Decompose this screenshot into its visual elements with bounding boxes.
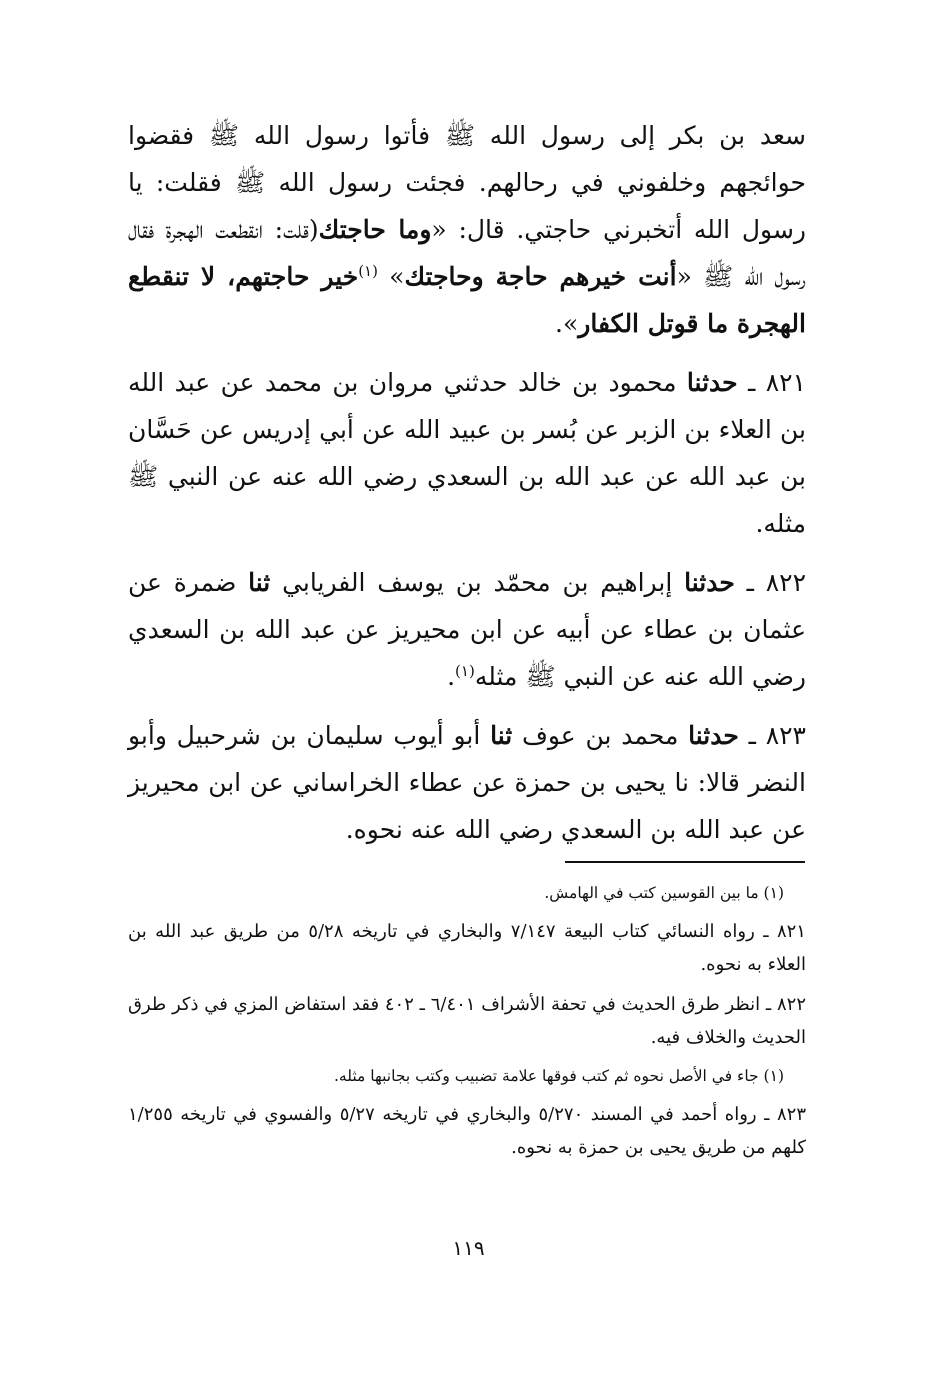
note-822: ٨٢٢ ـ انظر طرق الحديث في تحفة الأشراف ٦/٤٠١ ـ ٤٠٢ فقد استفاض المزي في ذكر طرق الحديث والخلاف فيه. xyxy=(128,994,806,1048)
main-text xyxy=(128,112,806,865)
hadith-821 xyxy=(128,359,806,547)
bold-quote: وما حاجتك xyxy=(318,215,432,244)
hadith-822 xyxy=(128,559,806,700)
footnotes xyxy=(128,878,806,1171)
footnote-marker: (١) xyxy=(455,662,475,680)
paragraph-continuation xyxy=(128,112,806,347)
isnad-text: محمد بن عوف xyxy=(512,721,689,750)
isnad-text: ضمرة عن عثمان بن عطاء عن أبيه عن ابن محيريز عن عبد الله بن السعدي رضي الله عنه عن النبي ﷺ مثله xyxy=(128,568,806,691)
narration-keyword: ثنا xyxy=(248,568,271,597)
hadith-number: ٨٢٣ ـ xyxy=(738,721,806,750)
text-run: (قلت: انقطعت الهجرة فقال رسول الله ﷺ « xyxy=(128,215,806,291)
isnad-text: إبراهيم بن محمّد بن يوسف الفريابي xyxy=(270,568,685,597)
note-823: ٨٢٣ ـ رواه أحمد في المسند ٥/٢٧٠ والبخاري في تاريخه ٥/٢٧ والفسوي في تاريخه ١/٢٥٥ كلهم من طريق يحيى بن حمزة به نحوه. xyxy=(128,1104,806,1158)
hadith-number: ٨٢٢ ـ xyxy=(734,568,807,597)
text-run: . xyxy=(447,662,456,691)
text-run: » xyxy=(377,262,405,291)
footnote-separator xyxy=(565,861,805,863)
footnote-marker: (١) xyxy=(358,262,378,280)
isnad-text: محمود بن خالد حدثني مروان بن محمد عن عبد الله بن العلاء بن الزبر عن بُسر بن عبيد الله عن أبي إدريس عن حَسَّان بن عبد الله عن عبد الله بن السعدي رضي الله عنه عن النبي ﷺ مثله. xyxy=(128,368,806,538)
hadith-number: ٨٢١ ـ xyxy=(737,368,806,397)
isnad-text: أبو أيوب سليمان بن شرحبيل وأبو النضر قالا: نا يحيى بن حمزة عن عطاء الخراساني عن ابن محيريز عن عبد الله بن السعدي رضي الله عنه نحوه. xyxy=(128,721,806,844)
text-run: سعد بن بكر إلى رسول الله ﷺ فأتوا رسول الله ﷺ فقضوا حوائجهم وخلفوني في رحالهم. فجئت رسول الله ﷺ فقلت: يا رسول الله أتخبرني حاجتي. قال: « xyxy=(128,121,806,244)
narration-keyword: حدثنا xyxy=(686,368,738,397)
footnote-2: (١) جاء في الأصل نحوه ثم كتب فوقها علامة تضبيب وكتب بجانبها مثله. xyxy=(333,1067,784,1085)
narration-keyword: ثنا xyxy=(490,721,513,750)
bold-quote: أنت خيرهم حاجة وحاجتك xyxy=(404,262,677,291)
footnote-1: (١) ما بين القوسين كتب في الهامش. xyxy=(544,884,784,902)
narration-keyword: حدثنا xyxy=(688,721,739,750)
note-821: ٨٢١ ـ رواه النسائي كتاب البيعة ٧/١٤٧ والبخاري في تاريخه ٥/٢٨ من طريق عبد الله بن العلاء به نحوه. xyxy=(128,921,806,975)
narration-keyword: حدثنا xyxy=(684,568,735,597)
hadith-823 xyxy=(128,712,806,853)
bold-quote: خير حاجتهم، لا تنقطع الهجرة ما قوتل الكفار xyxy=(128,262,806,338)
text-run: ». xyxy=(555,309,579,338)
page-number: ١١٩ xyxy=(452,1236,485,1260)
